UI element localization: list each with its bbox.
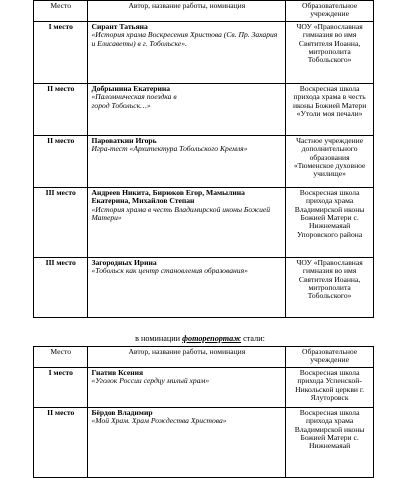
table-row xyxy=(34,187,374,257)
author-name: Сирант Татьяна xyxy=(91,21,148,31)
work-title: «История храма в честь Владимирской иконы Божией Матери» xyxy=(91,204,271,223)
work-title: Игра-тест «Архитектура Тобольского Кремля» xyxy=(91,144,248,154)
caption-prefix: в номинации xyxy=(135,334,183,343)
author-name: Гнатив Ксения xyxy=(91,367,144,377)
institution-cell: Воскресная школа прихода храма Владимирской иконы Божией Матери с. Нижнемаяай xyxy=(286,407,374,477)
author-work-cell xyxy=(88,135,286,187)
work-title: «История храма Воскресения Христова (Св. Пр. Захария и Елисаветы) в г. Тобольске». xyxy=(91,30,278,48)
table-header-row xyxy=(34,1,374,22)
author-work-cell xyxy=(88,187,286,257)
author-work-cell xyxy=(88,407,286,477)
place-cell: II место xyxy=(34,83,88,135)
author-work-cell xyxy=(88,367,286,407)
place-cell: II место xyxy=(34,135,88,187)
work-title: «Уголок России сердцу милый храм» xyxy=(91,376,210,386)
header-place: Место xyxy=(34,347,88,368)
work-title: «Тобольск как центр становления образования» xyxy=(91,266,248,276)
table-row xyxy=(34,407,374,477)
nomination-caption xyxy=(0,334,400,343)
header-place: Место xyxy=(34,1,88,22)
place-cell: III место xyxy=(34,187,88,257)
work-title: «Мой Храм. Храм Рождества Христова» xyxy=(91,416,227,426)
institution-cell: Воскресная школа прихода Успенской-Никольской церкви г. Ялуторовск xyxy=(286,367,374,407)
header-institution: Образовательное учреждение xyxy=(286,1,374,22)
place-cell: II место xyxy=(34,407,88,477)
place-cell: I место xyxy=(34,367,88,407)
header-institution: Образовательное учреждение xyxy=(286,347,374,368)
author-name: Пароваткин Игорь xyxy=(91,135,157,145)
institution-cell: Частное учреждение дополнительного образования «Тюменское духовное училище» xyxy=(286,135,374,187)
table-row xyxy=(34,21,374,83)
author-work-cell xyxy=(88,257,286,317)
institution-cell: ЧОУ «Православная гимназия во имя Святителя Иоанна, митрополита Тобольского» xyxy=(286,257,374,317)
table-header-row xyxy=(34,347,374,368)
table-row xyxy=(34,367,374,407)
institution-cell: Воскресная школа прихода храма Владимирской иконы Божией Матери с. Нижнемаяай Упоровского района xyxy=(286,187,374,257)
header-author-work: Автор, название работы, номинация xyxy=(88,347,286,368)
place-cell: III место xyxy=(34,257,88,317)
institution-cell: Воскресная школа прихода храма в честь иконы Божией Матери «Утоли моя печали» xyxy=(286,83,374,135)
caption-nomination: фоторепортаж xyxy=(182,334,242,343)
photoreport-winners-table xyxy=(33,346,374,478)
author-work-cell xyxy=(88,83,286,135)
author-work-cell xyxy=(88,21,286,83)
author-name: Добрынина Екатерина xyxy=(91,83,171,93)
author-name: Бёрдов Владимир xyxy=(91,407,153,417)
winners-table xyxy=(33,0,374,318)
author-name: Загородных Ирина xyxy=(91,257,157,267)
work-title: «Паломническая поездка в город Тобольск…» xyxy=(91,92,177,110)
author-name: Андреев Никита, Бирюков Егор, Мамылина Екатерина, Михайлов Степан xyxy=(91,187,245,206)
table-row xyxy=(34,83,374,135)
place-cell: I место xyxy=(34,21,88,83)
institution-cell: ЧОУ «Православная гимназия во имя Святителя Иоанна, митрополита Тобольского» xyxy=(286,21,374,83)
table-row xyxy=(34,135,374,187)
caption-suffix: стали: xyxy=(241,334,265,343)
header-author-work: Автор, название работы, номинация xyxy=(88,1,286,22)
table-row xyxy=(34,257,374,317)
